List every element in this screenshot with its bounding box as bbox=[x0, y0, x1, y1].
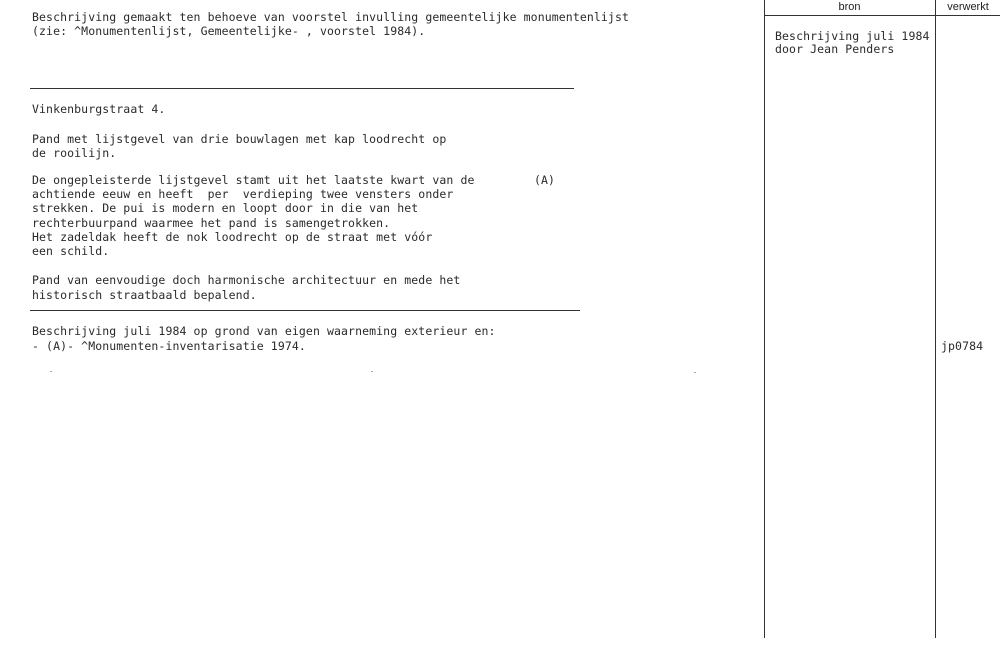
para1-line-1: Pand met lijstgevel van drie bouwlagen met kap loodrecht op bbox=[32, 132, 447, 146]
footer-line-1: Beschrijving juli 1984 op grond van eigen waarneming exterieur en: bbox=[32, 324, 496, 338]
object-address: Vinkenburgstraat 4. bbox=[32, 102, 166, 116]
para3-line-2: historisch straatbaald bepalend. bbox=[32, 288, 257, 302]
description-divider bbox=[30, 310, 580, 311]
bron-column-divider bbox=[764, 0, 765, 638]
source-line-1: Beschrijving juli 1984 bbox=[775, 29, 930, 43]
reference-marker: (A) bbox=[534, 173, 556, 187]
para2-line-5: Het zadeldak heeft de nok loodrecht op de straat met vóór bbox=[32, 230, 433, 244]
scan-speck bbox=[50, 371, 52, 372]
verwerkt-column-divider bbox=[935, 0, 936, 638]
footer-line-2: - (A)- ^Monumenten-inventarisatie 1974. bbox=[32, 339, 306, 353]
source-line-2: door Jean Penders bbox=[775, 42, 895, 56]
header-line-2: (zie: ^Monumentenlijst, Gemeentelijke- , voorstel 1984). bbox=[32, 24, 426, 38]
para2-line-1: De ongepleisterde lijstgevel stamt uit het laatste kwart van de bbox=[32, 173, 475, 187]
header-line-1: Beschrijving gemaakt ten behoeve van voorstel invulling gemeentelijke monumentenlijst bbox=[32, 10, 630, 24]
scan-speck bbox=[371, 371, 373, 372]
para3-line-1: Pand van eenvoudige doch harmonische architectuur en mede het bbox=[32, 273, 461, 287]
header-divider bbox=[30, 88, 574, 89]
scan-speck bbox=[694, 372, 696, 373]
bron-column-label: bron bbox=[838, 1, 861, 13]
para2-line-2: achtiende eeuw en heeft per verdieping twee vensters onder bbox=[32, 187, 454, 201]
para1-line-2: de rooilijn. bbox=[32, 146, 117, 160]
verwerkt-column-label: verwerkt bbox=[947, 1, 989, 13]
para2-line-3: strekken. De pui is modern en loopt door in die van het bbox=[32, 201, 419, 215]
para2-line-4: rechterbuurpand waarmee het pand is samengetrokken. bbox=[32, 216, 391, 230]
para2-line-6: een schild. bbox=[32, 244, 110, 258]
column-header-rule bbox=[764, 15, 1000, 16]
processed-code: jp0784 bbox=[941, 339, 984, 353]
